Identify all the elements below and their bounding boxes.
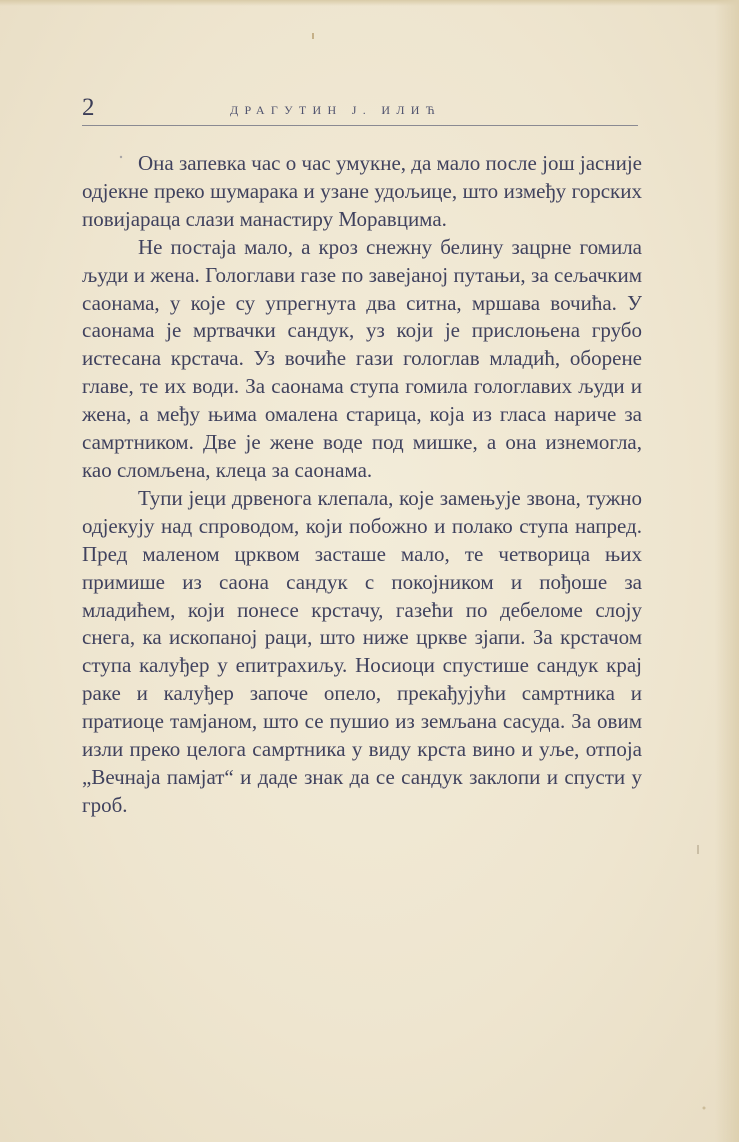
paragraph-3: Тупи јеци дрвенога клепала, које замењује звона, тужно одјекују над спроводом, који побожно и полако ступа напред. Пред маленом црквом засташе мало, те четворица њих примише из саона сандук с покојником и пођоше за младићем, који понесе крстачу, газећи по дебеломе слоју снега, ка ископаној раци, што ниже цркве зјапи. За крстачом ступа калуђер у епитрахиљу. Носиоци спустише сандук крај раке и калуђер започе опело, прекађујући самртника и пратиоце тамјаном, што се пушио из земљана сасуда. За овим изли преко целога самртника у виду крста вино и уље, отпоја „Вечнаја памјат“ и даде знак да се сандук заклопи и спусти у гроб. bbox=[82, 485, 642, 817]
paragraph-1: Она запевка час о час умукне, да мало после још јасније одјекне преко шумарака и узане удољице, што између горских повијараца слази манастиру Моравцима. bbox=[82, 151, 642, 231]
paper-speck bbox=[703, 1107, 706, 1110]
paragraph-2: Не постаја мало, а кроз снежну белину зацрне гомила људи и жена. Гологлави газе по завејаној путањи, за сељачким саонама, у које су упрегнута два ситна, мршава вочића. У саонама је мртвачки сандук, уз који је прислоњена грубо истесана крстача. Уз вочиће гази гологлав младић, оборене главе, те их води. За саонама ступа гомила гологлавих људи и жена, а међу њима омалена старица, која из гласа нариче за самртником. Две је жене воде под мишке, а она изнемогла, као сломљена, клеца за саонама. bbox=[82, 234, 642, 482]
page-top-edge bbox=[0, 0, 739, 6]
header-rule bbox=[82, 125, 638, 126]
running-header bbox=[82, 92, 638, 122]
running-title: ДРАГУТИН Ј. ИЛИЋ bbox=[230, 103, 441, 117]
paper-speck bbox=[312, 33, 314, 39]
paper-speck bbox=[697, 845, 699, 854]
page-number: 2 bbox=[82, 94, 95, 121]
page-right-edge bbox=[715, 0, 739, 1142]
body-text bbox=[82, 150, 642, 820]
